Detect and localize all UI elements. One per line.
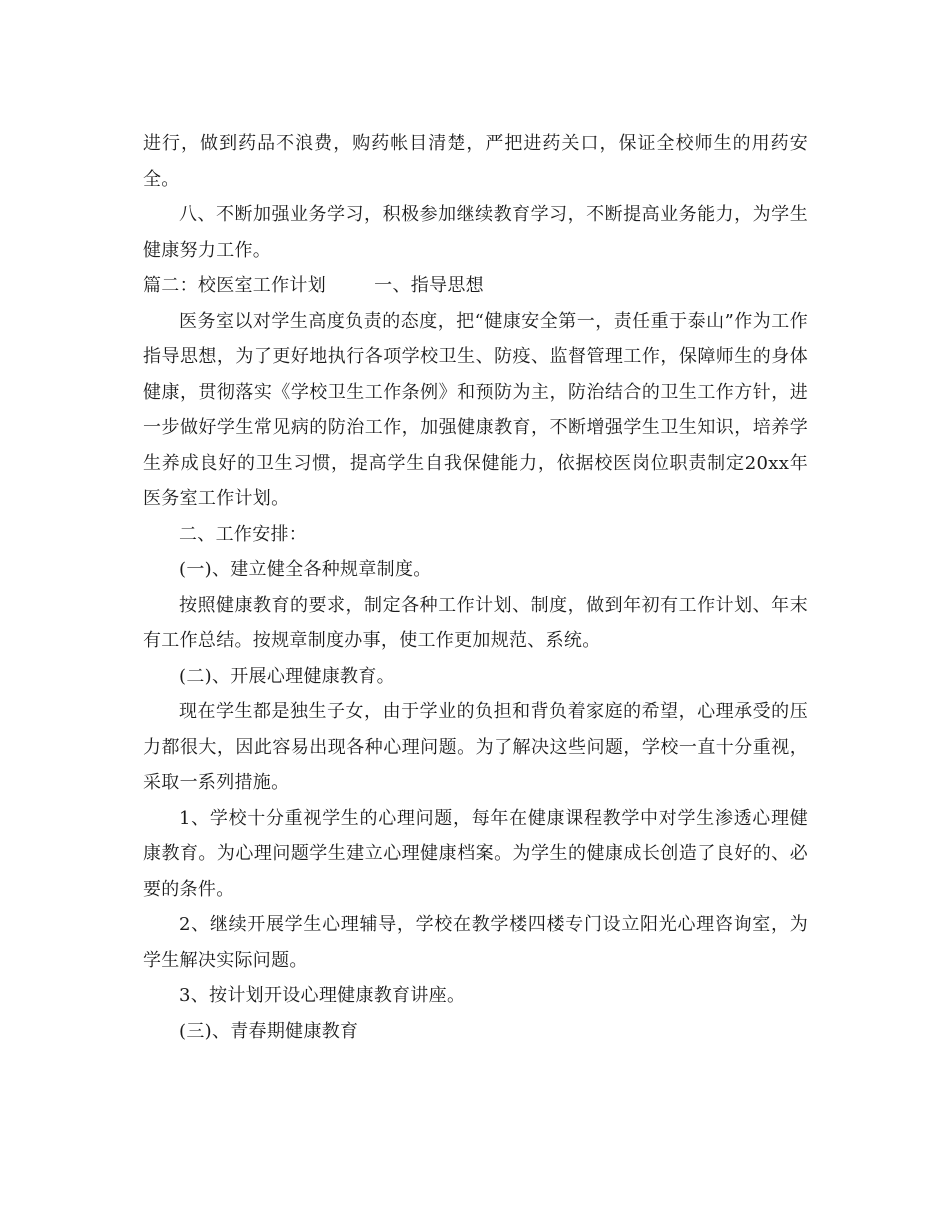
paragraph-rules: 按照健康教育的要求，制定各种工作计划、制度，做到年初有工作计划、年末有工作总结。按规章制度办事，使工作更加规范、系统。 <box>143 594 808 651</box>
paragraph-item-eight: 八、不断加强业务学习，积极参加继续教育学习，不断提高业务能力，为学生健康努力工作。 <box>143 204 808 261</box>
paragraph-work-arrangement: 二、工作安排： <box>179 523 308 545</box>
paragraph-point-two: 2、继续开展学生心理辅导，学校在教学楼四楼专门设立阳光心理咨询室，为学生解决实际问题。 <box>143 914 808 971</box>
paragraph-guiding-thought: 医务室以对学生高度负责的态度，把“健康安全第一，责任重于泰山”作为工作指导思想，为了更好地执行各项学校卫生、防疫、监督管理工作，保障师生的身体健康，贯彻落实《学校卫生工作条例》和预防为主，防治结合的卫生工作方针，进一步做好学生常见病的防治工作，加强健康教育，不断增强学生卫生知识，培养学生养成良好的卫生习惯，提高学生自我保健能力，依据校医岗位职责制定20xx年医务室工作计划。 <box>143 310 808 509</box>
paragraph-subheading-two: (二)、开展心理健康教育。 <box>179 665 395 687</box>
paragraph-point-one: 1、学校十分重视学生的心理问题，每年在健康课程教学中对学生渗透心理健康教育。为心理问题学生建立心理健康档案。为学生的健康成长创造了良好的、必要的条件。 <box>143 807 808 900</box>
paragraph-point-three: 3、按计划开设心理健康教育讲座。 <box>179 985 466 1006</box>
paragraph-mental-health: 现在学生都是独生子女，由于学业的负担和背负着家庭的希望，心理承受的压力都很大，因此容易出现各种心理问题。为了解决这些问题，学校一直十分重视，采取一系列措施。 <box>143 701 808 793</box>
document-page <box>143 126 808 1049</box>
paragraph-continuation: 进行，做到药品不浪费，购药帐目清楚，严把进药关口，保证全校师生的用药安全。 <box>143 133 808 190</box>
section-heading: 篇二：校医室工作计划 一、指导思想 <box>143 275 484 296</box>
paragraph-subheading-three: (三)、青春期健康教育 <box>179 1020 359 1042</box>
paragraph-subheading-one: (一)、建立健全各种规章制度。 <box>179 559 432 580</box>
